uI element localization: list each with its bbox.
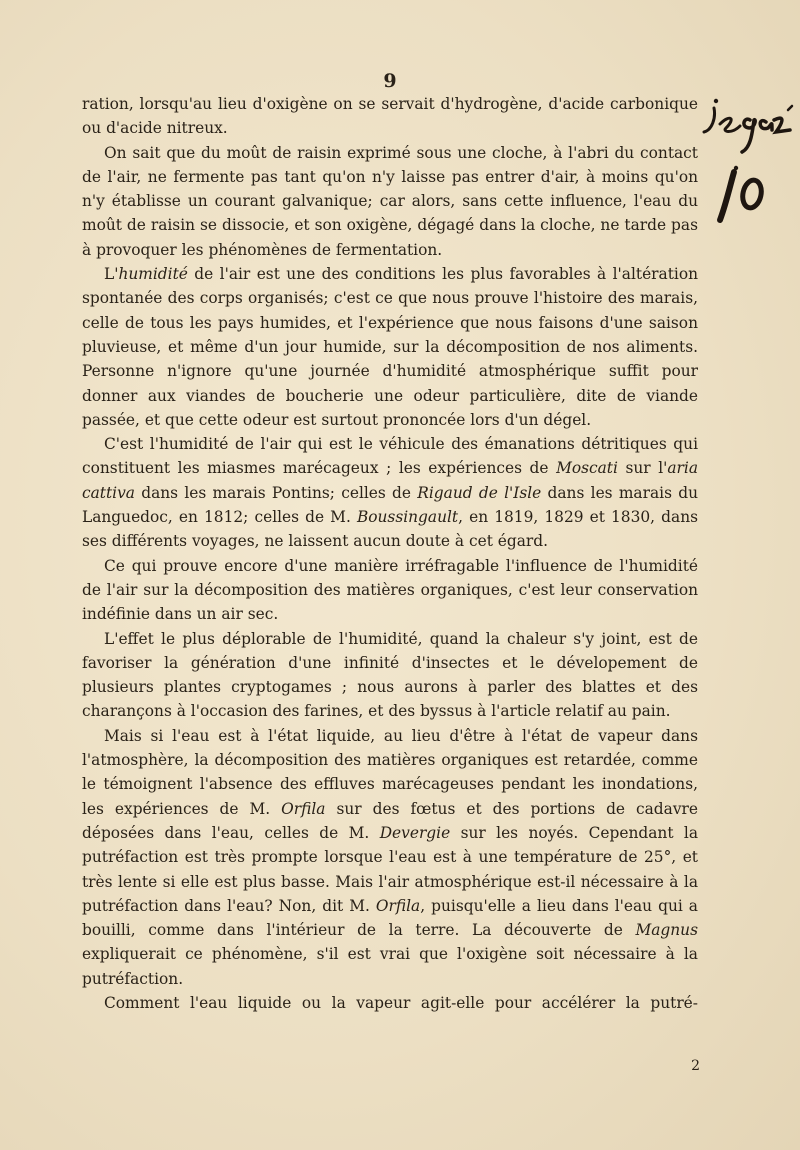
text-run: Ce qui prouve encore d'une manière irréfragable l'influence de l'humidité de l'air sur la décomposition des matières organiques, c'est leur conservation indéfinie dans un air sec.	[82, 556, 698, 624]
italic-run: Boussingault	[356, 508, 459, 527]
text-run: Comment l'eau liquide ou la vapeur agit-elle pour accélérer la putré-	[104, 993, 698, 1012]
text-run: sur les noyés. Cependant la putréfaction est très prompte lorsque l'eau est à une température de 25°, et très lente si elle est plus basse. Mais l'air atmosphérique est-il nécessaire à la putréfaction dans l'eau? Non, dit M.	[82, 823, 698, 915]
handwritten-margin-note	[700, 96, 800, 236]
italic-run: Magnus	[635, 921, 698, 940]
text-run: Mais si l'eau est à l'état liquide, au lieu d'être à l'état de vapeur dans l'atmosphère, la décomposition des matières organiques est retardée, comme le témoignent l'absence des effluves marécageuses pendant les inondations, les expériences de M.	[82, 726, 698, 818]
text-run: On sait que du moût de raisin exprimé sous une cloche, à l'abri du contact de l'air, ne fermente pas tant qu'on n'y laisse pas entrer d'air, à moins qu'on n'y établisse un courant galvanique; car alors, sans cette influence, l'eau du moût de raisin se dissocie, et son oxigène, dégagé dans la cloche, ne tarde pas à provoquer les phénomènes de fermentation.	[82, 143, 698, 259]
italic-run: Devergie	[379, 823, 451, 842]
italic-run: Orfila	[375, 896, 421, 915]
page-number: 9	[383, 70, 397, 92]
paragraph	[82, 262, 698, 432]
italic-run: Moscati	[556, 459, 618, 478]
paragraph	[82, 991, 698, 1015]
text-run: C'est l'humidité de l'air qui est le véhicule des émanations détritiques qui constituent les miasmes marécageux ; les expériences de	[82, 435, 698, 478]
italic-run: humidité	[118, 265, 188, 284]
italic-run: Rigaud de l'Isle	[417, 483, 542, 502]
paragraph	[82, 92, 698, 141]
paragraph	[82, 724, 698, 991]
paragraph	[82, 554, 698, 627]
italic-run: aria cattiva	[82, 459, 698, 502]
text-run: , puisqu'elle a lieu dans l'eau qui a bouilli, comme dans l'intérieur de la terre. La découverte de	[82, 896, 698, 940]
body-text	[82, 92, 698, 1015]
handwriting-icon	[700, 96, 800, 236]
text-run: dans les marais du Languedoc, en 1812; celles de M.	[82, 483, 698, 527]
paragraph	[82, 627, 698, 724]
italic-run: Orfila	[281, 799, 326, 818]
text-run: expliquerait ce phénomène, s'il est vrai que l'oxigène soit nécessaire à la putréfaction.	[82, 945, 698, 988]
text-run: sur l'	[617, 459, 668, 478]
text-run: , en 1819, 1829 et 1830, dans ses différents voyages, ne laissent aucun doute à cet égard.	[82, 508, 698, 551]
text-run: sur des fœtus et des portions de cadavre déposées dans l'eau, celles de M.	[82, 799, 698, 842]
text-run: dans les marais Pontins; celles de	[134, 483, 418, 502]
paragraph	[82, 141, 698, 262]
text-run: ration, lorsqu'au lieu d'oxigène on se servait d'hydrogène, d'acide carbonique ou d'acide nitreux.	[82, 95, 698, 138]
text-run: L'	[104, 265, 119, 284]
paragraph	[82, 432, 698, 553]
signature-mark: 2	[691, 1058, 700, 1074]
text-run: de l'air est une des conditions les plus favorables à l'altération spontanée des corps organisés; c'est ce que nous prouve l'histoire des marais, celle de tous les pays humides, et l'expérience que nous faisons d'une saison pluvieuse, et même d'un jour humide, sur la décomposition de nos aliments. Personne n'ignore qu'une journée d'humidité atmosphérique suffit pour donner aux viandes de boucherie une odeur particulière, dite de viande passée, et que cette odeur est surtout prononcée lors d'un dégel.	[82, 265, 698, 429]
text-run: L'effet le plus déplorable de l'humidité, quand la chaleur s'y joint, est de favoriser la génération d'une infinité d'insectes et le dévelopement de plusieurs plantes cryptogames ; nous aurons à parler des blattes et des charançons à l'occasion des farines, et des byssus à l'article relatif au pain.	[82, 629, 698, 721]
